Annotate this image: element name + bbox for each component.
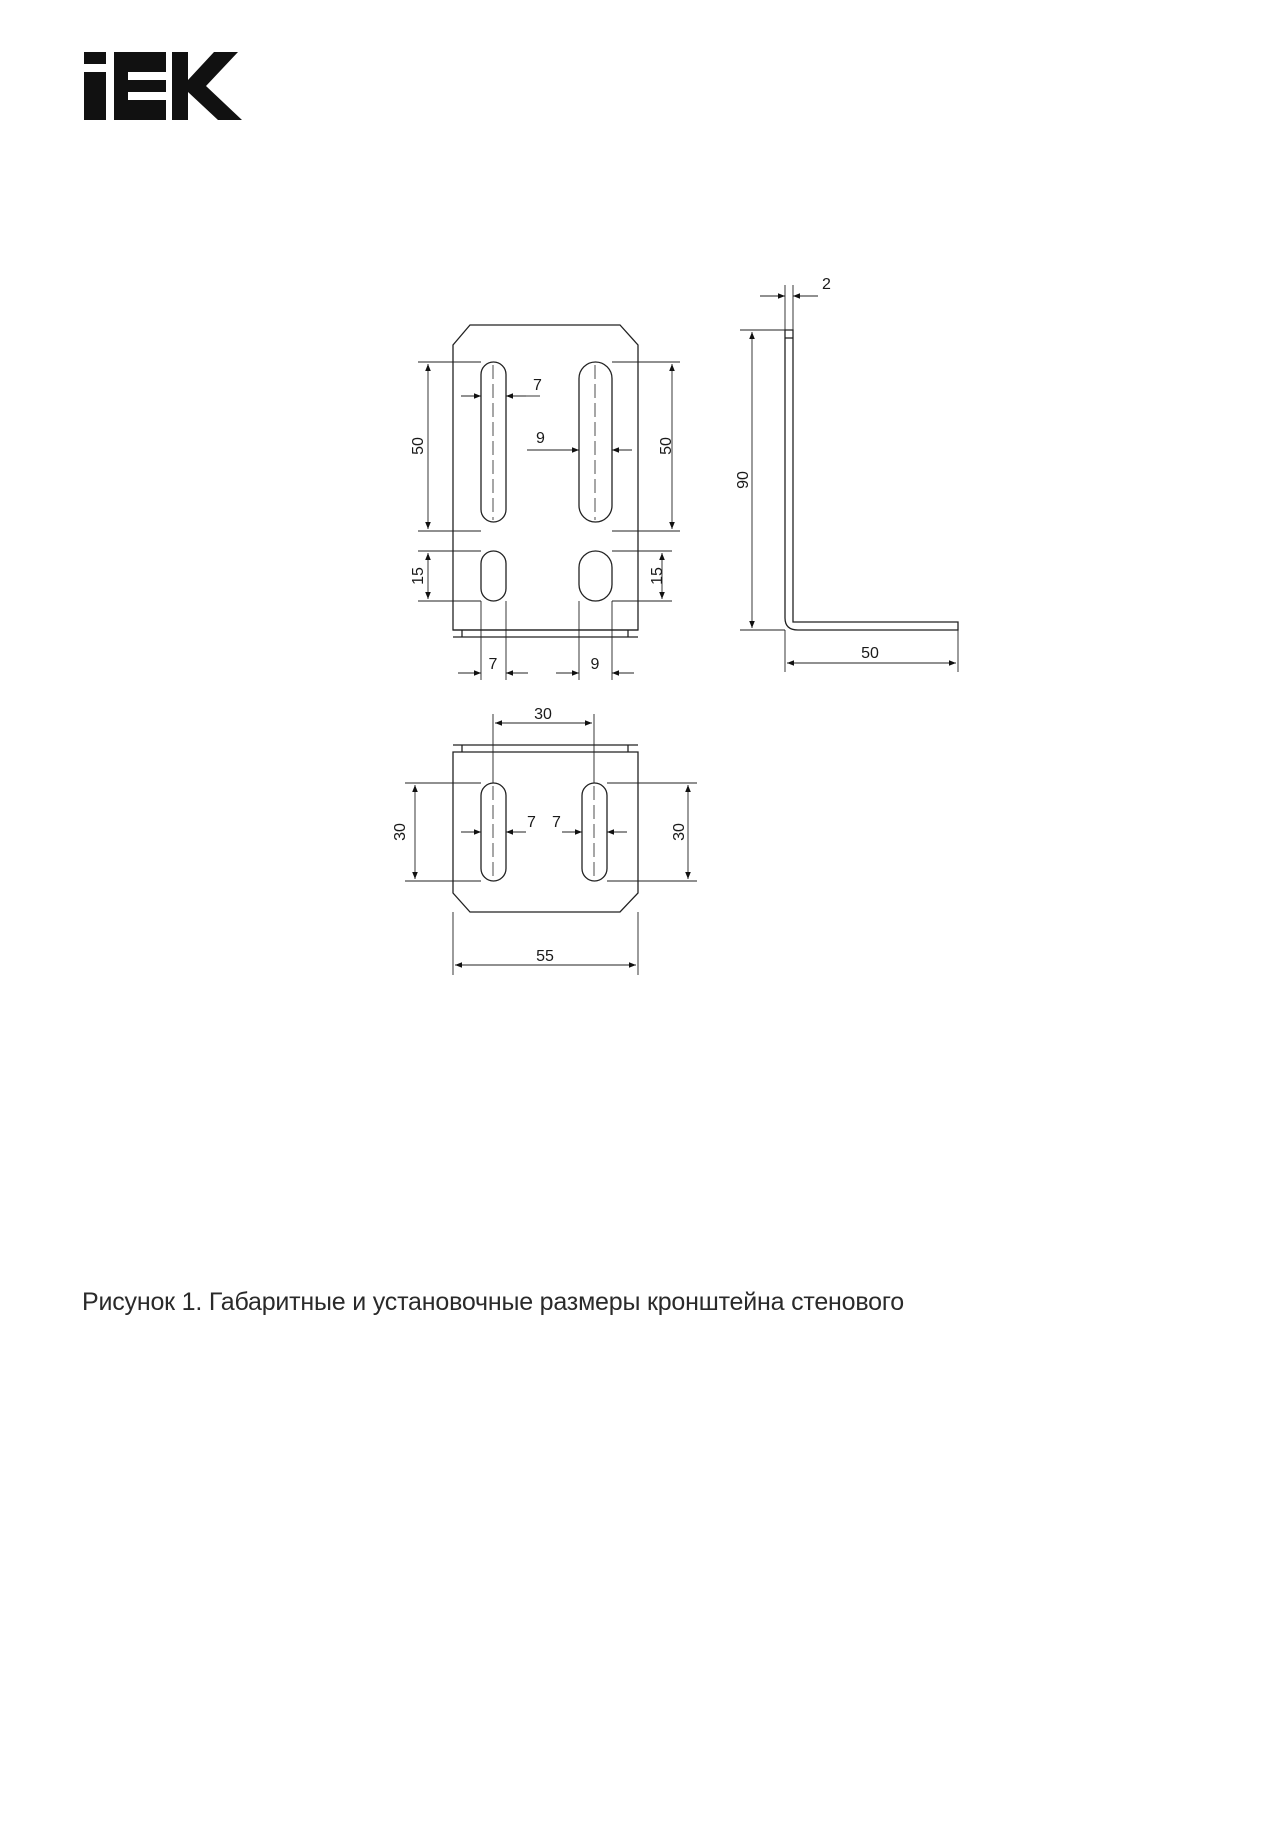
dim-base-slot-left-height: 30 — [392, 823, 409, 841]
dim-slot-width-right: 9 — [536, 430, 545, 447]
front-view-plate — [453, 325, 638, 637]
dim-thickness: 2 — [822, 276, 831, 293]
dim-base-slot-right-height: 30 — [671, 823, 688, 841]
base-slot-left — [481, 783, 506, 881]
base-slot-right — [582, 783, 607, 881]
dim-base-slot-width-right: 7 — [552, 814, 561, 831]
dim-slot-short-left: 15 — [410, 567, 427, 585]
slot-long-right — [579, 362, 612, 522]
base-view-plate — [453, 745, 638, 912]
dim-bottom-width-left: 7 — [488, 656, 498, 673]
dim-bottom-width-right: 9 — [590, 656, 600, 673]
slot-short-right — [579, 551, 612, 601]
dim-slot-long-right: 50 — [658, 437, 675, 455]
dim-base-length: 50 — [861, 645, 879, 662]
side-view-profile — [785, 330, 958, 630]
dim-base-slot-width-left: 7 — [527, 814, 536, 831]
slot-long-left — [481, 362, 506, 522]
dim-slot-spacing: 30 — [534, 706, 552, 723]
dim-slot-long-left: 50 — [410, 437, 427, 455]
dim-height: 90 — [735, 471, 752, 489]
dim-slot-width-left: 7 — [533, 377, 542, 394]
slot-short-left — [481, 551, 506, 601]
dim-base-width: 55 — [536, 948, 554, 965]
figure-caption: Рисунок 1. Габаритные и установочные размеры кронштейна стенового — [82, 1288, 904, 1316]
dim-slot-short-right: 15 — [649, 567, 666, 585]
